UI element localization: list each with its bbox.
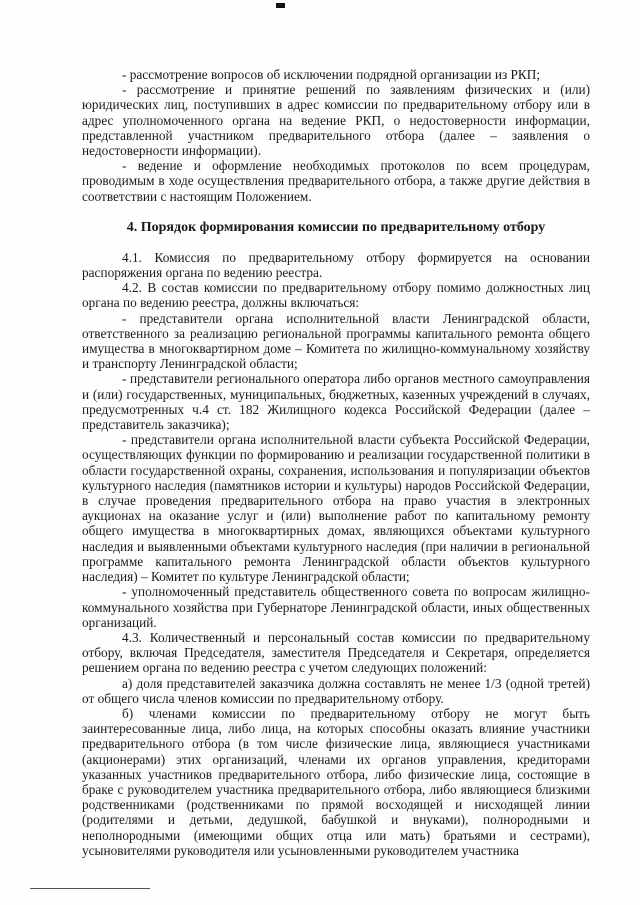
paragraph: - представители органа исполнительной власти субъекта Российской Федерации, осуществляющих функции по формированию и реализации государственной политики в области государственной охраны, сохранения, использования и популяризации объектов культурного наследия (памятников истории и культуры) народов Российской Федерации, в случае проведения предварительного отбора на право участия в электронных аукционах на оказание услуг и (или) выполнение работ по капитальному ремонту общего имущества в многоквартирных домах, являющихся объектами культурного наследия и выявленными объектами культурного наследия (при наличии в региональной программе капитального ремонта Ленинградской области объектов культурного наследия) – Комитет по культуре Ленинградской области;: [82, 432, 590, 585]
paragraph: б) членами комиссии по предварительному отбору не могут быть заинтересованные лица, либо лица, на которых способны оказать влияние участники предварительного отбора (в том числе физические лица, являющиеся участниками (акционерами) этих организаций, членами их органов управления, кредиторами указанных участников предварительного отбора, либо физические лица, состоящие в браке с руководителем участника предварительного отбора, либо являющиеся близкими родственниками (родственниками по прямой восходящей и нисходящей линии (родителями и детьми, дедушкой, бабушкой и внуками), полнородными и неполнородными (имеющими общих отца или мать) братьями и сестрами), усыновителями руководителя или усыновленными руководителем участника: [82, 705, 590, 858]
paragraph: - ведение и оформление необходимых протоколов по всем процедурам, проводимым в ходе осуществления предварительного отбора, а также другие действия в соответствии с настоящим Положением.: [82, 158, 590, 204]
paragraph: 4.1. Комиссия по предварительному отбору формируется на основании распоряжения органа по ведению реестра.: [82, 249, 590, 281]
paragraph: 4.2. В состав комиссии по предварительному отбору помимо должностных лиц органа по ведению реестра, должны включаться:: [82, 280, 590, 311]
footnote-divider: [30, 888, 150, 889]
paragraph: - рассмотрение и принятие решений по заявлениям физических и (или) юридических лиц, поступивших в адрес комиссии по предварительному отбору или в адрес уполномоченного органа на ведение РКП, о недостоверности информации, представленной участником предварительного отбора (далее – заявления о недостоверности информации).: [82, 82, 590, 159]
page-top-mark: [276, 3, 285, 8]
paragraph: - уполномоченный представитель общественного совета по вопросам жилищно-коммунального хозяйства при Губернаторе Ленинградской области, иных общественных организаций.: [82, 584, 590, 630]
paragraph: - представители регионального оператора либо органов местного самоуправления и (или) государственных, муниципальных, бюджетных, казенных учреждений в случаях, предусмотренных ч.4 ст. 182 Жилищного кодекса Российской Федерации (далее – представитель заказчика);: [82, 371, 590, 433]
document-body: [82, 67, 590, 858]
paragraph: а) доля представителей заказчика должна составлять не менее 1/3 (одной третей) от общего числа членов комиссии по предварительному отбору.: [82, 675, 590, 706]
paragraph: - рассмотрение вопросов об исключении подрядной организации из РКП;: [122, 67, 541, 82]
section-heading: 4. Порядок формирования комиссии по предварительному отбору: [126, 219, 546, 235]
paragraph: - представители органа исполнительной власти Ленинградской области, ответственного за реализацию региональной программы капитального ремонта общего имущества в многоквартирном доме – Комитета по жилищно-коммунальному хозяйству и транспорту Ленинградской области;: [82, 310, 590, 372]
paragraph: 4.3. Количественный и персональный состав комиссии по предварительному отбору, включая Председателя, заместителя Председателя и Секретаря, определяется решением органа по ведению реестра с учетом следующих положений:: [82, 629, 590, 676]
